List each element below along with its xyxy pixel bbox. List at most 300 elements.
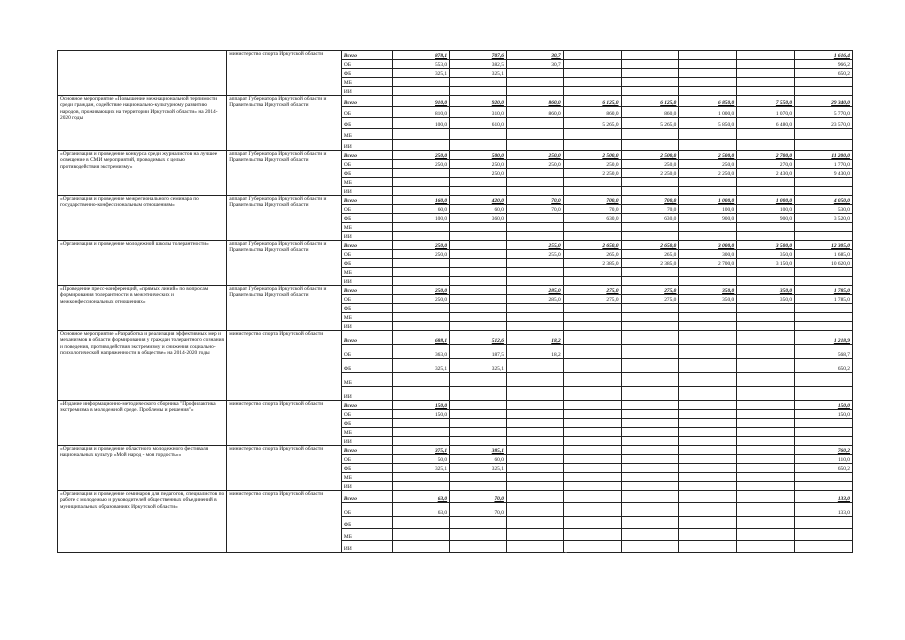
amount-cell: [679, 410, 737, 419]
amount-cell: [506, 387, 563, 401]
funding-source: ФБ: [341, 69, 392, 78]
funding-source: ИИ: [341, 541, 392, 553]
amount-cell: 5 850,0: [679, 118, 737, 129]
amount-cell: [393, 373, 450, 387]
amount-cell: [621, 331, 679, 345]
amount-cell: [795, 268, 853, 277]
funding-source: ФБ: [341, 259, 392, 268]
amount-cell: [679, 51, 737, 60]
amount-cell: 250,0: [506, 151, 563, 160]
amount-cell: [393, 529, 450, 541]
amount-cell: 285,0: [506, 295, 563, 304]
amount-cell: [737, 69, 795, 78]
amount-cell: [679, 78, 737, 87]
funding-source: ОБ: [341, 295, 392, 304]
amount-cell: 553,0: [393, 60, 450, 69]
amount-cell: [563, 322, 621, 331]
amount-cell: [506, 428, 563, 437]
funding-source: ФБ: [341, 118, 392, 129]
amount-cell: 5 265,0: [563, 118, 621, 129]
funding-source: Всего: [341, 151, 392, 160]
funding-source: МБ: [341, 373, 392, 387]
amount-cell: 110,0: [795, 455, 853, 464]
table-row: [58, 401, 853, 410]
amount-cell: [795, 304, 853, 313]
amount-cell: 310,0: [450, 107, 507, 118]
amount-cell: [737, 529, 795, 541]
amount-cell: [506, 529, 563, 541]
amount-cell: [795, 541, 853, 553]
amount-cell: 350,0: [737, 250, 795, 259]
table-row: [58, 286, 853, 295]
funding-source: Всего: [341, 96, 392, 107]
amount-cell: 300,0: [679, 250, 737, 259]
amount-cell: 2 250,0: [563, 169, 621, 178]
funding-source: ОБ: [341, 160, 392, 169]
amount-cell: [506, 69, 563, 78]
amount-cell: [450, 437, 507, 446]
amount-cell: [621, 78, 679, 87]
amount-cell: [621, 464, 679, 473]
amount-cell: [621, 187, 679, 196]
amount-cell: [679, 69, 737, 78]
amount-cell: 270,0: [737, 160, 795, 169]
amount-cell: [795, 232, 853, 241]
amount-cell: [450, 223, 507, 232]
funding-source: ИИ: [341, 140, 392, 151]
amount-cell: 325,1: [393, 69, 450, 78]
amount-cell: 133,0: [795, 503, 853, 517]
amount-cell: [679, 178, 737, 187]
amount-cell: [737, 51, 795, 60]
amount-cell: [679, 517, 737, 529]
funding-source: ОБ: [341, 250, 392, 259]
amount-cell: 385,1: [450, 446, 507, 455]
amount-cell: [450, 482, 507, 491]
amount-cell: 500,0: [450, 151, 507, 160]
amount-cell: [621, 313, 679, 322]
amount-cell: [393, 304, 450, 313]
funding-source: ФБ: [341, 169, 392, 178]
amount-cell: [795, 428, 853, 437]
amount-cell: [506, 268, 563, 277]
amount-cell: 1 000,0: [679, 196, 737, 205]
amount-cell: [450, 428, 507, 437]
funding-source: МБ: [341, 529, 392, 541]
amount-cell: [737, 446, 795, 455]
responsible-executor: аппарат Губернатора Иркутской области и Правительства Иркутской области: [227, 286, 342, 331]
amount-cell: [563, 277, 621, 286]
amount-cell: [679, 60, 737, 69]
amount-cell: 187,5: [450, 345, 507, 359]
amount-cell: [737, 187, 795, 196]
amount-cell: [393, 78, 450, 87]
amount-cell: 275,0: [621, 286, 679, 295]
amount-cell: [679, 419, 737, 428]
amount-cell: 350,0: [737, 286, 795, 295]
amount-cell: [795, 473, 853, 482]
amount-cell: [506, 464, 563, 473]
amount-cell: [450, 295, 507, 304]
amount-cell: 810,0: [393, 107, 450, 118]
responsible-executor: министерство спорта Иркутской области: [227, 51, 342, 96]
amount-cell: 6 125,0: [621, 96, 679, 107]
funding-source: Всего: [341, 491, 392, 503]
amount-cell: 1 685,0: [795, 250, 853, 259]
funding-source: ФБ: [341, 304, 392, 313]
amount-cell: [393, 140, 450, 151]
amount-cell: [621, 401, 679, 410]
amount-cell: [795, 313, 853, 322]
amount-cell: [737, 87, 795, 96]
budget-table: [57, 50, 853, 553]
amount-cell: 650,2: [795, 69, 853, 78]
amount-cell: [450, 87, 507, 96]
amount-cell: 910,0: [393, 96, 450, 107]
amount-cell: 1 785,0: [795, 286, 853, 295]
funding-source: ФБ: [341, 464, 392, 473]
amount-cell: [506, 541, 563, 553]
amount-cell: 250,0: [563, 160, 621, 169]
amount-cell: [563, 223, 621, 232]
amount-cell: 350,0: [737, 295, 795, 304]
amount-cell: [795, 517, 853, 529]
amount-cell: 1 616,4: [795, 51, 853, 60]
amount-cell: [621, 232, 679, 241]
funding-source: МБ: [341, 223, 392, 232]
amount-cell: 350,0: [679, 295, 737, 304]
amount-cell: [737, 517, 795, 529]
funding-source: ИИ: [341, 437, 392, 446]
amount-cell: [563, 437, 621, 446]
amount-cell: 30,7: [506, 51, 563, 60]
amount-cell: 4 050,0: [795, 196, 853, 205]
amount-cell: [393, 387, 450, 401]
amount-cell: [506, 401, 563, 410]
funding-source: Всего: [341, 241, 392, 250]
amount-cell: [393, 541, 450, 553]
amount-cell: 7 550,0: [737, 96, 795, 107]
amount-cell: [795, 187, 853, 196]
amount-cell: [506, 78, 563, 87]
measure-description: «Организация и проведение межрегионального семинара по государственно-конфессиональным отношениям»: [58, 196, 227, 241]
amount-cell: [563, 419, 621, 428]
amount-cell: [679, 87, 737, 96]
amount-cell: [506, 232, 563, 241]
amount-cell: [737, 78, 795, 87]
amount-cell: [393, 437, 450, 446]
funding-source: ФБ: [341, 517, 392, 529]
amount-cell: 250,0: [621, 160, 679, 169]
amount-cell: 18,2: [506, 331, 563, 345]
amount-cell: [621, 60, 679, 69]
responsible-executor: аппарат Губернатора Иркутской области и Правительства Иркутской области: [227, 196, 342, 241]
amount-cell: 707,6: [450, 51, 507, 60]
amount-cell: [621, 529, 679, 541]
amount-cell: [450, 410, 507, 419]
amount-cell: [737, 129, 795, 140]
amount-cell: [737, 359, 795, 373]
amount-cell: 285,0: [506, 286, 563, 295]
amount-cell: [393, 473, 450, 482]
amount-cell: 70,0: [563, 205, 621, 214]
amount-cell: [679, 446, 737, 455]
amount-cell: [506, 491, 563, 503]
amount-cell: [563, 129, 621, 140]
amount-cell: 275,0: [621, 295, 679, 304]
amount-cell: [563, 517, 621, 529]
amount-cell: [563, 140, 621, 151]
amount-cell: [679, 359, 737, 373]
amount-cell: [737, 304, 795, 313]
table-row: [58, 196, 853, 205]
amount-cell: [393, 322, 450, 331]
amount-cell: 50,0: [393, 455, 450, 464]
amount-cell: [393, 87, 450, 96]
amount-cell: [621, 304, 679, 313]
amount-cell: 60,0: [450, 455, 507, 464]
funding-source: ИИ: [341, 387, 392, 401]
funding-source: ИИ: [341, 322, 392, 331]
amount-cell: [679, 345, 737, 359]
amount-cell: [506, 223, 563, 232]
scan-speck: [565, 552, 567, 553]
amount-cell: 70,0: [621, 205, 679, 214]
amount-cell: [679, 464, 737, 473]
amount-cell: [563, 491, 621, 503]
amount-cell: 1 000,0: [679, 107, 737, 118]
amount-cell: [621, 455, 679, 464]
amount-cell: [621, 277, 679, 286]
amount-cell: [621, 482, 679, 491]
amount-cell: [621, 129, 679, 140]
responsible-executor: аппарат Губернатора Иркутской области и Правительства Иркутской области: [227, 96, 342, 151]
funding-source: ОБ: [341, 107, 392, 118]
amount-cell: 6 850,0: [679, 96, 737, 107]
amount-cell: 63,0: [393, 491, 450, 503]
amount-cell: 860,0: [563, 107, 621, 118]
amount-cell: [621, 541, 679, 553]
amount-cell: [450, 277, 507, 286]
amount-cell: [737, 401, 795, 410]
amount-cell: [795, 373, 853, 387]
amount-cell: 878,1: [393, 51, 450, 60]
amount-cell: [737, 313, 795, 322]
amount-cell: [393, 517, 450, 529]
amount-cell: 255,0: [506, 241, 563, 250]
amount-cell: 150,0: [393, 401, 450, 410]
amount-cell: [737, 464, 795, 473]
amount-cell: [563, 78, 621, 87]
amount-cell: 2 430,0: [737, 169, 795, 178]
amount-cell: [621, 178, 679, 187]
measure-description: «Проведение пресс-конференций, «прямых линий» по вопросам формирования толерантности в межэтнических и межконфессиональных отношениях»: [58, 286, 227, 331]
amount-cell: 250,0: [393, 286, 450, 295]
amount-cell: 700,0: [621, 196, 679, 205]
measure-description: «Организация и проведение молодежной школы толерантности»: [58, 241, 227, 286]
amount-cell: [563, 455, 621, 464]
amount-cell: 2 650,0: [563, 241, 621, 250]
amount-cell: 70,0: [506, 196, 563, 205]
amount-cell: [563, 473, 621, 482]
amount-cell: [679, 455, 737, 464]
amount-cell: 860,0: [506, 107, 563, 118]
amount-cell: 12 305,0: [795, 241, 853, 250]
amount-cell: [450, 268, 507, 277]
amount-cell: [737, 428, 795, 437]
amount-cell: [679, 322, 737, 331]
amount-cell: [506, 214, 563, 223]
amount-cell: [450, 373, 507, 387]
amount-cell: [679, 473, 737, 482]
amount-cell: [679, 482, 737, 491]
amount-cell: 100,0: [737, 205, 795, 214]
funding-source: ОБ: [341, 410, 392, 419]
amount-cell: 3 500,0: [737, 241, 795, 250]
amount-cell: [506, 304, 563, 313]
amount-cell: [795, 277, 853, 286]
amount-cell: [679, 268, 737, 277]
amount-cell: [737, 178, 795, 187]
amount-cell: [393, 419, 450, 428]
amount-cell: [621, 87, 679, 96]
table-row: [58, 241, 853, 250]
amount-cell: 160,0: [393, 196, 450, 205]
amount-cell: [393, 482, 450, 491]
funding-source: ОБ: [341, 60, 392, 69]
measure-description: «Организация и проведение семинаров для педагогов, специалистов по работе с молодежью и руководителей общественных объединений в муниципальных образованиях Иркутской области»: [58, 491, 227, 553]
amount-cell: [679, 401, 737, 410]
amount-cell: [737, 140, 795, 151]
funding-source: Всего: [341, 51, 392, 60]
funding-source: МБ: [341, 178, 392, 187]
funding-source: ИИ: [341, 277, 392, 286]
amount-cell: [679, 232, 737, 241]
amount-cell: 1 770,0: [795, 160, 853, 169]
amount-cell: [621, 437, 679, 446]
amount-cell: [621, 51, 679, 60]
amount-cell: [737, 322, 795, 331]
amount-cell: [737, 541, 795, 553]
amount-cell: [393, 259, 450, 268]
amount-cell: 3 520,0: [795, 214, 853, 223]
amount-cell: [563, 373, 621, 387]
amount-cell: [679, 140, 737, 151]
amount-cell: [563, 410, 621, 419]
amount-cell: [506, 187, 563, 196]
amount-cell: 2 500,0: [679, 151, 737, 160]
amount-cell: [506, 178, 563, 187]
amount-cell: 630,0: [621, 214, 679, 223]
responsible-executor: аппарат Губернатора Иркутской области и Правительства Иркутской области: [227, 151, 342, 196]
amount-cell: 70,0: [450, 503, 507, 517]
amount-cell: [795, 529, 853, 541]
funding-source: ОБ: [341, 345, 392, 359]
amount-cell: 250,0: [393, 250, 450, 259]
amount-cell: 250,0: [679, 160, 737, 169]
amount-cell: 29 340,0: [795, 96, 853, 107]
amount-cell: [795, 482, 853, 491]
funding-source: Всего: [341, 446, 392, 455]
amount-cell: 5 770,0: [795, 107, 853, 118]
amount-cell: [450, 78, 507, 87]
amount-cell: [737, 437, 795, 446]
amount-cell: [393, 187, 450, 196]
amount-cell: [621, 410, 679, 419]
table-row: [58, 331, 853, 345]
amount-cell: [621, 345, 679, 359]
amount-cell: [679, 187, 737, 196]
amount-cell: [621, 322, 679, 331]
table-row: [58, 491, 853, 503]
amount-cell: 375,1: [393, 446, 450, 455]
amount-cell: [506, 322, 563, 331]
amount-cell: [795, 223, 853, 232]
funding-source: Всего: [341, 401, 392, 410]
funding-source: ФБ: [341, 419, 392, 428]
amount-cell: 325,1: [393, 464, 450, 473]
amount-cell: 250,0: [393, 241, 450, 250]
amount-cell: [506, 140, 563, 151]
amount-cell: [450, 322, 507, 331]
responsible-executor: министерство спорта Иркутской области: [227, 401, 342, 446]
amount-cell: [450, 419, 507, 428]
amount-cell: [621, 419, 679, 428]
amount-cell: [563, 401, 621, 410]
table-row: [58, 51, 853, 60]
measure-description: «Организация и проведение областного молодежного фестиваля национальных культур «Мой народ - моя гордость»»: [58, 446, 227, 491]
amount-cell: [737, 503, 795, 517]
amount-cell: 860,0: [506, 96, 563, 107]
amount-cell: 900,0: [737, 214, 795, 223]
amount-cell: [737, 277, 795, 286]
amount-cell: [737, 473, 795, 482]
amount-cell: [506, 277, 563, 286]
amount-cell: 275,0: [563, 295, 621, 304]
amount-cell: [621, 387, 679, 401]
amount-cell: 2 650,0: [621, 241, 679, 250]
amount-cell: [506, 373, 563, 387]
amount-cell: 250,0: [393, 151, 450, 160]
amount-cell: [563, 304, 621, 313]
amount-cell: 275,0: [563, 286, 621, 295]
amount-cell: [450, 232, 507, 241]
amount-cell: 688,1: [393, 331, 450, 345]
amount-cell: 2 250,0: [679, 169, 737, 178]
amount-cell: 325,1: [450, 464, 507, 473]
responsible-executor: аппарат Губернатора Иркутской области и Правительства Иркутской области: [227, 241, 342, 286]
amount-cell: 30,7: [506, 60, 563, 69]
funding-source: МБ: [341, 313, 392, 322]
amount-cell: [393, 129, 450, 140]
amount-cell: [621, 517, 679, 529]
amount-cell: [621, 223, 679, 232]
amount-cell: [563, 313, 621, 322]
amount-cell: [450, 517, 507, 529]
amount-cell: 250,0: [393, 160, 450, 169]
amount-cell: [450, 473, 507, 482]
amount-cell: [563, 178, 621, 187]
funding-source: ИИ: [341, 87, 392, 96]
funding-source: ОБ: [341, 205, 392, 214]
amount-cell: 2 385,0: [563, 259, 621, 268]
funding-source: ОБ: [341, 503, 392, 517]
amount-cell: 70,0: [450, 491, 507, 503]
amount-cell: [506, 482, 563, 491]
amount-cell: 420,0: [450, 196, 507, 205]
amount-cell: [679, 277, 737, 286]
amount-cell: [795, 129, 853, 140]
